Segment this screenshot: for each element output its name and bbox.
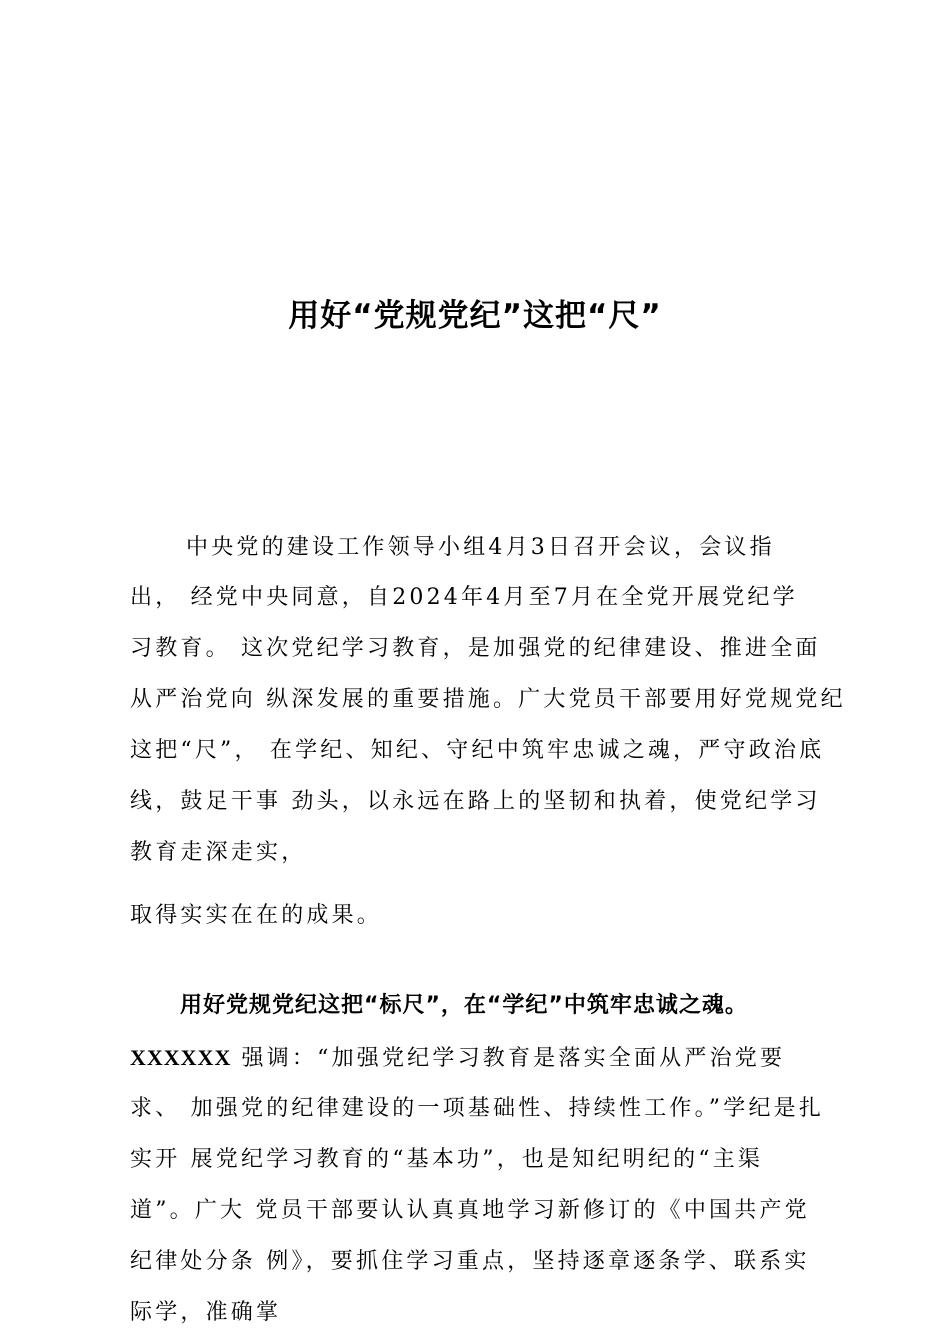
section-heading: 用好党规党纪这把“标尺”，在“学纪”中筑牢忠诚之魂。 <box>180 993 748 1018</box>
paragraph-line: 取得实实在在的成果。 <box>130 903 383 928</box>
paragraph-line: 际学，准确掌 <box>130 1300 282 1325</box>
paragraph-line <box>130 1040 785 1077</box>
first-line-text: 强调：“加强党纪学习教育是落实全面从严治党要 <box>231 1046 786 1071</box>
paragraph-line: 中央党的建设工作领导小组4月3日召开会议，会议指 <box>186 535 775 560</box>
paragraph-line: 教育走深走实， <box>130 840 307 865</box>
person-name: XXXXXX <box>130 1045 232 1070</box>
paragraph-line: 道”。广大 党员干部要认认真真地学习新修订的《中国共产党 <box>130 1198 810 1223</box>
paragraph-line: 从严治党向 纵深发展的重要措施。广大党员干部要用好党规党纪 <box>130 687 846 712</box>
paragraph-line: 求、 加强党的纪律建设的一项基础性、持续性工作。”学纪是扎 <box>130 1096 825 1121</box>
paragraph-line: 出， 经党中央同意，自2024年4月至7月在全党开展党纪学 <box>130 585 798 610</box>
paragraph-line: 实开 展党纪学习教育的“基本功”，也是知纪明纪的“主渠 <box>130 1147 764 1172</box>
document-title: 用好“党规党纪”这把“尺” <box>288 298 662 334</box>
paragraph-line: 这把“尺”， 在学纪、知纪、守纪中筑牢忠诚之魂，严守政治底 <box>130 738 825 763</box>
paragraph-line: 线，鼓足干事 劲头，以永远在路上的坚韧和执着，使党纪学习 <box>130 789 821 814</box>
paragraph-line: 习教育。 这次党纪学习教育，是加强党的纪律建设、推进全面 <box>130 636 821 661</box>
paragraph-line: 纪律处分条 例》，要抓住学习重点，坚持逐章逐条学、联系实 <box>130 1249 810 1274</box>
